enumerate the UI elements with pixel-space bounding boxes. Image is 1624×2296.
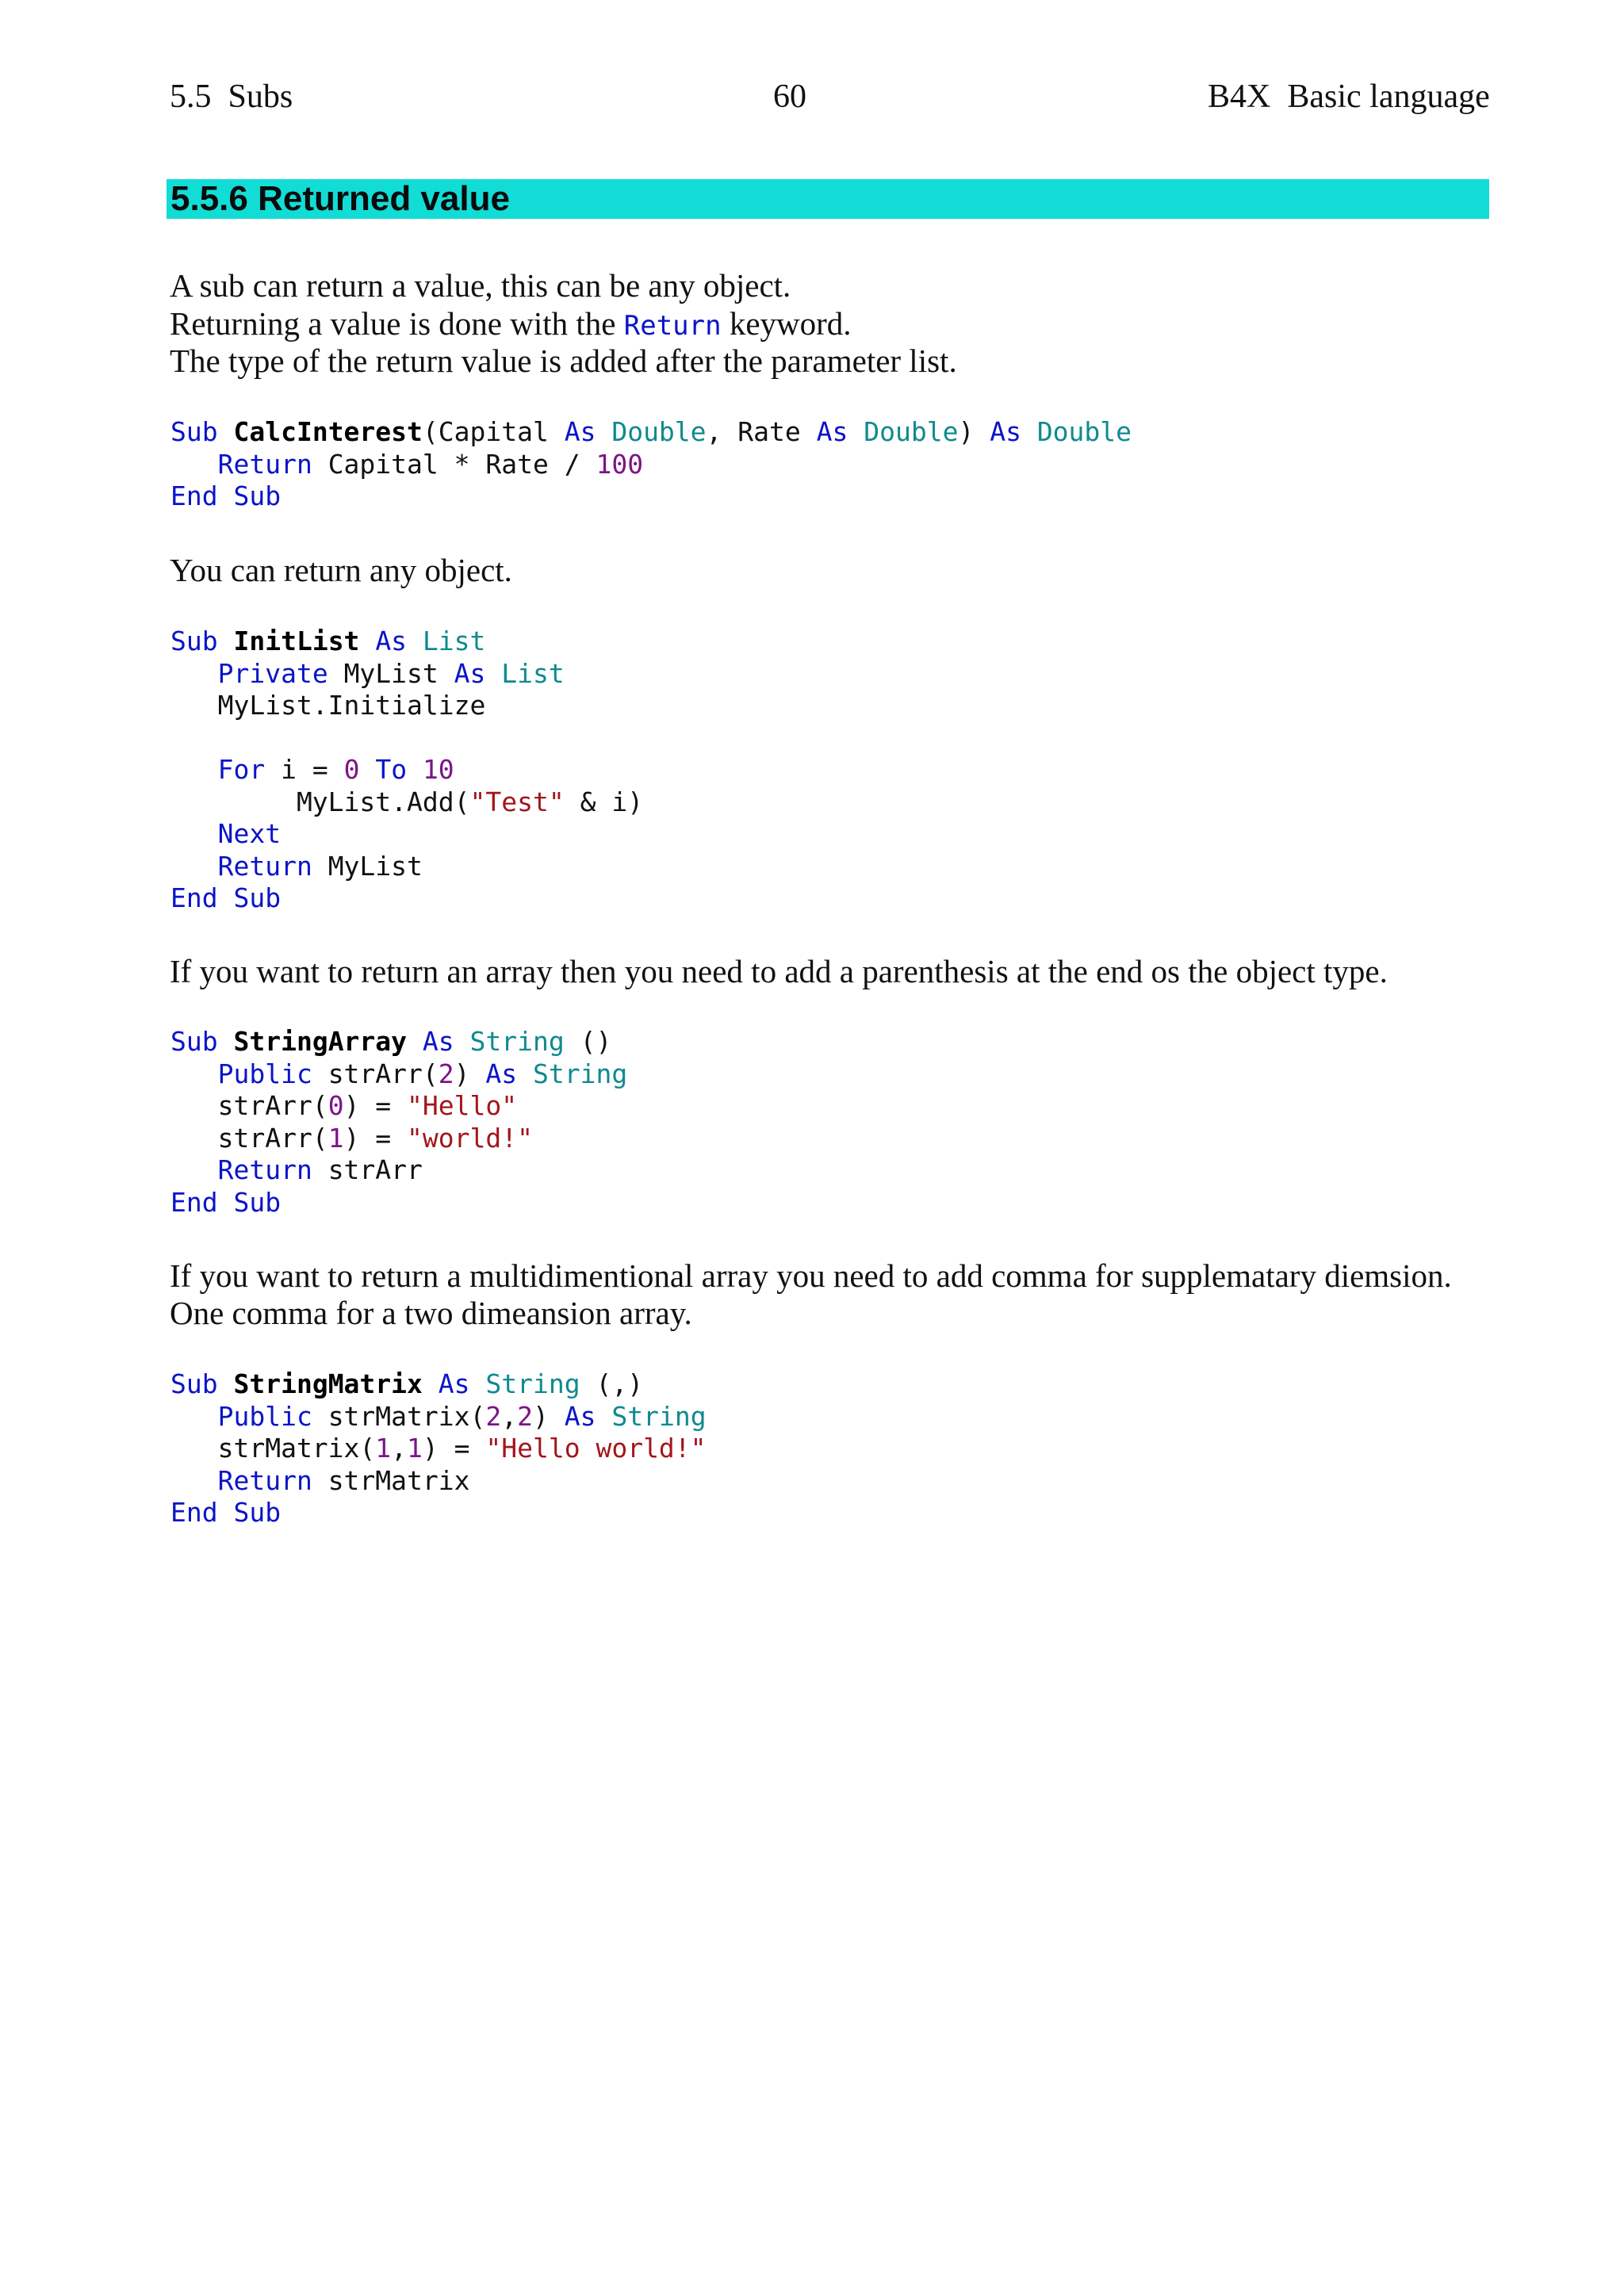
code-keyword: Return: [217, 448, 328, 480]
code-text: strMatrix(: [170, 1433, 376, 1464]
code-keyword: Sub: [170, 416, 234, 447]
header-section-ref: 5.5 Subs: [170, 78, 293, 115]
code-text: , Rate: [706, 416, 817, 447]
header-book-title: B4X Basic language: [1208, 78, 1490, 115]
code-type: String: [485, 1368, 580, 1399]
code-text: Capital * Rate /: [327, 448, 596, 480]
paragraph-line: A sub can return a value, this can be any object.: [170, 267, 791, 304]
code-number: 10: [422, 754, 454, 785]
code-text: ): [958, 416, 990, 447]
code-keyword: As: [816, 416, 864, 447]
code-keyword: Return: [217, 1464, 328, 1496]
code-number: 2: [438, 1058, 454, 1089]
code-sub-name: InitList: [233, 626, 360, 656]
code-number: 2: [485, 1400, 502, 1432]
code-line: [170, 1401, 707, 1433]
code-keyword: As: [564, 1400, 612, 1432]
code-line: [170, 1090, 627, 1123]
code-type: String: [469, 1026, 565, 1057]
paragraph-line: The type of the return value is added after the parameter list.: [170, 342, 957, 379]
code-keyword: Private: [217, 657, 344, 689]
code-type: List: [501, 657, 565, 689]
code-type: Double: [864, 416, 959, 447]
code-keyword: As: [375, 626, 423, 656]
code-text: ): [454, 1058, 486, 1089]
code-text: i =: [281, 754, 344, 785]
code-sub-name: StringArray: [233, 1026, 408, 1057]
code-number: 1: [327, 1122, 344, 1154]
code-text: (Capital: [422, 416, 565, 447]
code-line: [170, 449, 1132, 481]
code-number: 2: [517, 1400, 533, 1432]
code-text: [170, 1058, 218, 1089]
paragraph-line: You can return any object.: [170, 552, 512, 588]
inline-code-keyword: Return: [623, 310, 722, 342]
code-line: [170, 1433, 707, 1465]
code-line: [170, 416, 1132, 449]
paragraph-line: If you want to return an array then you need to add a parenthesis at the end os the object type.: [170, 953, 1388, 989]
code-text: ,: [501, 1400, 518, 1432]
code-text: [359, 754, 375, 785]
code-block-string-matrix: [170, 1368, 707, 1529]
code-keyword: End Sub: [170, 882, 282, 913]
code-keyword: Return: [217, 850, 328, 882]
code-block-string-array: [170, 1026, 627, 1219]
code-text: strArr(: [170, 1090, 328, 1121]
code-text: [170, 449, 218, 480]
code-keyword: As: [485, 1058, 533, 1089]
code-type: String: [533, 1058, 628, 1089]
code-text: [407, 1026, 423, 1057]
code-type: Double: [611, 416, 707, 447]
code-line: [170, 1187, 627, 1219]
code-line: [170, 882, 643, 915]
code-text: [170, 1154, 218, 1185]
code-text: strMatrix(: [327, 1400, 486, 1432]
code-keyword: Public: [217, 1400, 328, 1432]
page-number: 60: [773, 78, 806, 115]
code-text: MyList.Add(: [170, 786, 470, 817]
code-line: [170, 818, 643, 851]
paragraph-text: keyword.: [721, 305, 852, 342]
code-sub-name: StringMatrix: [233, 1368, 423, 1399]
code-line: [170, 1058, 627, 1091]
paragraph-line: If you want to return a multidimentional array you need to add comma for supplematary diemsion.: [170, 1257, 1452, 1294]
code-line: [170, 722, 643, 755]
paragraph-text: Returning a value is done with the: [170, 305, 624, 342]
code-text: ): [533, 1400, 565, 1432]
code-text: ,: [391, 1433, 408, 1464]
code-keyword: For: [217, 754, 282, 785]
code-string: "world!": [407, 1122, 533, 1154]
code-text: [170, 722, 186, 753]
code-line: [170, 480, 1132, 513]
code-type: Double: [1036, 416, 1132, 447]
code-line: [170, 851, 643, 883]
code-line: [170, 1026, 627, 1058]
code-text: (): [564, 1026, 612, 1057]
code-line: [170, 1465, 707, 1498]
code-keyword: End Sub: [170, 1186, 282, 1218]
code-line: [170, 1497, 707, 1529]
section-title: 5.5.6 Returned value: [170, 179, 510, 218]
code-text: & i): [564, 786, 644, 817]
code-sub-name: CalcInterest: [233, 416, 423, 447]
code-number: 1: [407, 1433, 423, 1464]
code-text: MyList: [327, 850, 423, 882]
code-text: [359, 626, 375, 656]
code-text: (,): [580, 1368, 644, 1399]
code-keyword: Next: [217, 818, 282, 849]
code-keyword: End Sub: [170, 1497, 282, 1528]
code-text: strArr(: [327, 1058, 439, 1089]
code-text: [170, 851, 218, 882]
code-keyword: As: [438, 1368, 486, 1399]
code-line: [170, 690, 643, 722]
paragraph-line: [170, 304, 852, 345]
code-text: ) =: [343, 1090, 408, 1121]
code-keyword: Return: [217, 1154, 328, 1185]
code-number: 100: [596, 448, 644, 480]
paragraph-line: One comma for a two dimeansion array.: [170, 1295, 692, 1331]
code-line: [170, 754, 643, 786]
code-string: "Hello": [407, 1090, 518, 1121]
code-text: [170, 754, 218, 785]
code-keyword: To: [375, 754, 423, 785]
code-keyword: End Sub: [170, 480, 282, 511]
code-line: [170, 626, 643, 658]
code-line: [170, 658, 643, 691]
code-text: [170, 1465, 218, 1496]
code-text: strArr: [327, 1154, 423, 1185]
code-text: ) =: [343, 1122, 408, 1154]
code-line: [170, 786, 643, 819]
code-text: [170, 658, 218, 689]
code-type: String: [611, 1400, 707, 1432]
code-string: "Hello world!": [485, 1433, 707, 1464]
code-keyword: As: [454, 657, 502, 689]
code-text: [423, 1368, 439, 1399]
code-keyword: Sub: [170, 1026, 234, 1057]
code-type: List: [422, 626, 486, 656]
code-keyword: Sub: [170, 1368, 234, 1399]
code-keyword: As: [990, 416, 1037, 447]
code-keyword: As: [422, 1026, 470, 1057]
code-number: 0: [343, 754, 360, 785]
code-block-calc-interest: [170, 416, 1132, 513]
code-text: strArr(: [170, 1122, 328, 1154]
code-text: [170, 1401, 218, 1432]
code-number: 1: [375, 1433, 392, 1464]
code-line: [170, 1368, 707, 1401]
code-string: "Test": [469, 786, 565, 817]
code-keyword: Public: [217, 1058, 328, 1089]
section-heading-bar: [167, 179, 1489, 219]
code-keyword: As: [564, 416, 612, 447]
code-text: MyList: [343, 657, 454, 689]
code-block-init-list: [170, 626, 643, 915]
code-text: strMatrix: [327, 1464, 470, 1496]
code-text: MyList.Initialize: [170, 690, 486, 721]
code-text: ) =: [422, 1433, 486, 1464]
code-keyword: Sub: [170, 626, 234, 656]
code-text: [170, 818, 218, 849]
code-line: [170, 1154, 627, 1187]
code-number: 0: [327, 1090, 344, 1121]
code-line: [170, 1123, 627, 1155]
